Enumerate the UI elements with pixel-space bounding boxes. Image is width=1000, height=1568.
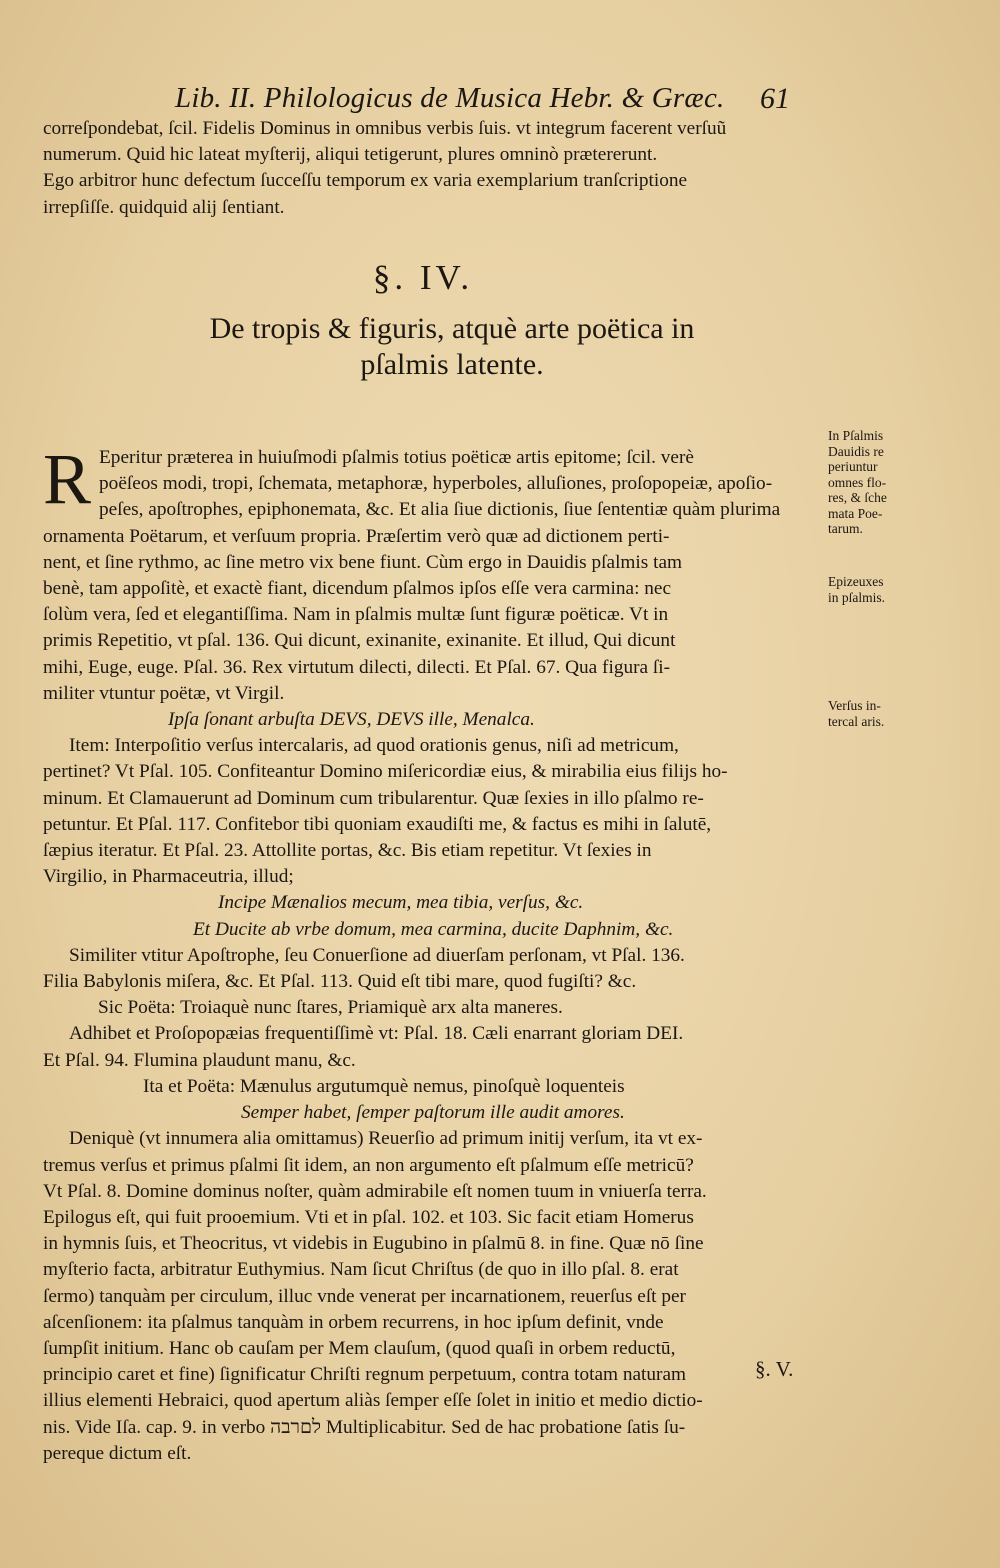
running-title: Lib. II. Philologicus de Musica Hebr. & Græc. (175, 82, 725, 114)
text-line: ſæpius iteratur. Et Pſal. 23. Attollite portas, &c. Bis etiam repetitur. Vt ſexies in (43, 840, 652, 862)
margin-note-line: res, & ſche (828, 490, 887, 505)
paragraph-4 (43, 1021, 823, 1073)
text-line: militer vtuntur poëtæ, vt Virgil. (43, 682, 285, 704)
text-line: numerum. Quid hic lateat myſterij, aliqui tetigerunt, plures omninò prætererunt. (43, 144, 658, 166)
margin-note-line: Dauidis re (828, 443, 884, 459)
text-line: mihi, Euge, euge. Pſal. 36. Rex virtutum dilecti, dilecti. Et Pſal. 67. Qua figura ſi- (43, 656, 671, 678)
text-line: ſolùm vera, ſed et elegantiſſima. Nam in pſalmis multæ ſunt figuræ poëticæ. Vt in (43, 604, 669, 626)
text-line: myſterio facta, arbitratur Euthymius. Nam ſicut Chriſtus (de quo in illo pſal. 8. erat (43, 1259, 679, 1281)
verse-quote: Semper habet, ſemper paſtorum ille audit amores. (241, 1102, 625, 1124)
text-line: Similiter vtitur Apoſtrophe, ſeu Conuerſione ad diuerſam perſonam, vt Pſal. 136. (69, 944, 685, 966)
text-line: peſes, apoſtrophes, epiphonemata, &c. Et alia ſiue dictionis, ſiue ſententiæ quàm plurima (99, 499, 781, 521)
margin-note-line: In Pſalmis (828, 428, 884, 443)
text-line: pertinet? Vt Pſal. 105. Confiteantur Domino miſericordiæ eius, & mirabilia eius filijs ho- (43, 761, 728, 783)
main-text (43, 116, 823, 1467)
page-number: 61 (760, 82, 790, 115)
margin-note-flores (828, 428, 928, 537)
text-line: correſpondebat, ſcil. Fidelis Dominus in omnibus verbis ſuis. vt integrum facerent verſuũ (43, 118, 727, 139)
margin-note-line: Verſus in- (828, 698, 881, 713)
margin-note-line: periuntur (828, 459, 878, 474)
verse-quote: Et Ducite ab vrbe domum, mea carmina, ducite Daphnim, &c. (193, 918, 674, 940)
intro-paragraph (43, 116, 823, 221)
text-line: in hymnis ſuis, et Theocritus, vt videbis in Eugubino in pſalmū 8. in fine. Quæ nō ſine (43, 1233, 704, 1255)
text-line: ſermo) tanquàm per circulum, illuc vnde venerat per incarnationem, reuerſus eſt per (43, 1285, 686, 1307)
margin-note-line: tercal aris. (828, 713, 885, 729)
margin-note-line: Epizeuxes (828, 574, 884, 589)
margin-note-intercalaris (828, 698, 928, 729)
text-line: Item: Interpoſitio verſus intercalaris, ad quod orationis genus, niſi ad metricum, (69, 735, 679, 757)
margin-note-line: omnes flo- (828, 474, 887, 490)
text-line: irrepſiſſe. quidquid alij ſentiant. (43, 196, 285, 218)
verse-quote: Incipe Mænalios mecum, mea tibia, verſus, &c. (218, 892, 584, 914)
text-line: Deniquè (vt innumera alia omittamus) Reuerſio ad primum initij verſum, ita vt ex- (69, 1128, 703, 1150)
text-line: Filia Babylonis miſera, &c. Et Pſal. 113. Quid eſt tibi mare, quod fugiſti? &c. (43, 971, 637, 993)
text-line: poëſeos modi, tropi, ſchemata, metaphoræ, hyperboles, alluſiones, proſopopeiæ, apoſio- (99, 473, 773, 495)
text-line: tremus verſus et primus pſalmi ſit idem, an non argumento eſt pſalmum eſſe metricū? (43, 1154, 694, 1176)
text-line: Epilogus eſt, qui fuit prooemium. Vti et in pſal. 102. et 103. Sic facit etiam Homerus (43, 1206, 694, 1228)
catchword: §. V. (755, 1357, 794, 1381)
text-line: Et Pſal. 94. Flumina plaudunt manu, &c. (43, 1049, 356, 1071)
text-line: principio caret et fine) ſignificatur Chriſti regnum perpetuum, contra totam naturam (43, 1364, 687, 1386)
text-line: minum. Et Clamauerunt ad Dominum cum tribularentur. Quæ ſexies in illo pſalmo re- (43, 787, 704, 809)
paragraph-1 (43, 439, 823, 707)
drop-cap: R (43, 439, 92, 520)
text-line: petuntur. Et Pſal. 117. Confitebor tibi quoniam exaudiſti me, & factus es mihi in ſalutē, (43, 813, 712, 835)
text-line: illius elementi Hebraici, quod apertum aliàs ſemper eſſe ſolet in initio et medio dictio- (43, 1390, 703, 1412)
text-line: Virgilio, in Pharmaceutria, illud; (43, 866, 294, 888)
text-line: pereque dictum eſt. (43, 1442, 192, 1464)
text-line: Eperitur prætereа in huiuſmodi pſalmis totius poëticæ artis epitome; ſcil. verè (99, 447, 694, 469)
margin-note-line: in pſalmis. (828, 589, 885, 605)
section-title-line: pſalmis latente. (360, 348, 544, 382)
text-line: primis Repetitio, vt pſal. 136. Qui dicunt, exinanite, exinanite. Et illud, Qui dicunt (43, 630, 676, 652)
text-line: ornamenta Poëtarum, et verſuum propria. Præſertim verò quæ ad dictionem perti- (43, 525, 670, 547)
section-title (43, 311, 823, 383)
text-line: nent, et ſine rythmo, ac ſine metro vix bene fiunt. Cùm ergo in Dauidis pſalmis tam (43, 551, 683, 573)
paragraph-2 (43, 733, 823, 890)
text-line: benè, tam appoſitè, et exactè fiant, dicendum pſalmos ipſos eſſe vera carmina: nec (43, 578, 671, 600)
text-line: Vt Pſal. 8. Domine dominus noſter, quàm admirabile eſt nomen tuum in vniuerſa terra. (43, 1180, 707, 1202)
text-line: Adhibet et Proſopopæias frequentiſſimè vt: Pſal. 18. Cæli enarrant gloriam DEI. (69, 1023, 684, 1045)
section-number: §. IV. (372, 257, 474, 297)
text-line: Ego arbitror hunc defectum ſucceſſu temporum ex varia exemplarium tranſcriptione (43, 170, 688, 192)
text-line: aſcenſionem: ita pſalmus tanquàm in orbem recurrens, in hoc ipſum definit, vnde (43, 1311, 664, 1333)
margin-note-epizeuxes (828, 574, 928, 605)
paragraph-3 (43, 943, 823, 995)
verse-quote: Sic Poëta: Troiaquè nunc ſtares, Priamiquè arx alta maneres. (98, 997, 563, 1019)
section-title-line: De tropis & figuris, atquè arte poëtica in (209, 312, 695, 346)
text-line: nis. Vide Iſa. cap. 9. in verbo לםרבה Multiplicabitur. Sed de hac probatione ſatis ſu- (43, 1416, 686, 1438)
verse-quote: Ipſa ſonant arbuſta DEVS, DEVS ille, Menalca. (168, 709, 535, 731)
margin-note-line: tarum. (828, 521, 863, 536)
text-line: ſumpſit initium. Hanc ob cauſam per Mem clauſum, (quod quaſi in orbem reductū, (43, 1337, 676, 1359)
margin-note-line: mata Poe- (828, 505, 883, 521)
verse-quote: Ita et Poëta: Mænulus argutumquè nemus, pinoſquè loquenteis (143, 1075, 625, 1097)
paragraph-5 (43, 1126, 823, 1467)
